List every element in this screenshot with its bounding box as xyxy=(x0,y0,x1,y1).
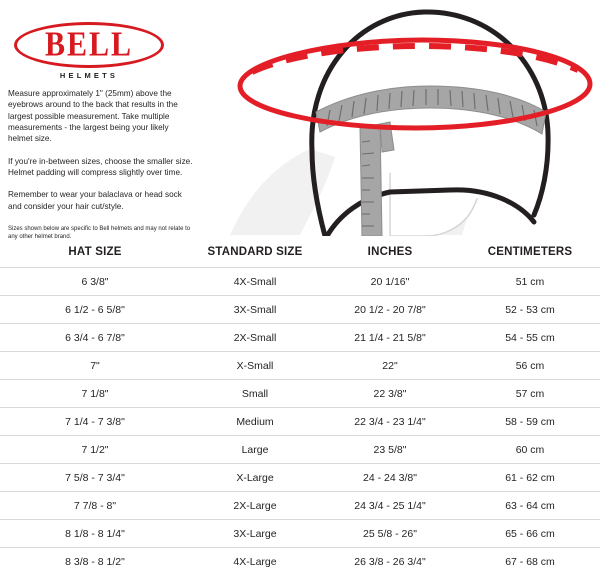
table-cell: 63 - 64 cm xyxy=(460,492,600,520)
table-row xyxy=(0,380,600,408)
table-cell: Small xyxy=(190,380,320,408)
table-cell: 6 3/4 - 6 7/8" xyxy=(0,324,190,352)
table-cell: 24 3/4 - 25 1/4" xyxy=(320,492,460,520)
table-row xyxy=(0,464,600,492)
table-header-row xyxy=(0,238,600,268)
table-cell: 67 - 68 cm xyxy=(460,548,600,576)
bell-logo-oval xyxy=(14,22,164,68)
table-row xyxy=(0,352,600,380)
size-table-body xyxy=(0,268,600,576)
table-cell: 7 7/8 - 8" xyxy=(0,492,190,520)
table-cell: 25 5/8 - 26" xyxy=(320,520,460,548)
table-cell: 2X-Small xyxy=(190,324,320,352)
table-cell: 60 cm xyxy=(460,436,600,464)
table-row xyxy=(0,492,600,520)
table-row xyxy=(0,324,600,352)
table-row xyxy=(0,296,600,324)
table-cell: 8 3/8 - 8 1/2" xyxy=(0,548,190,576)
table-cell: 54 - 55 cm xyxy=(460,324,600,352)
table-cell: 21 1/4 - 21 5/8" xyxy=(320,324,460,352)
table-row xyxy=(0,268,600,296)
table-cell: 7 5/8 - 7 3/4" xyxy=(0,464,190,492)
table-cell: 7" xyxy=(0,352,190,380)
table-cell: 61 - 62 cm xyxy=(460,464,600,492)
table-cell: 3X-Small xyxy=(190,296,320,324)
column-header-centimeters: CENTIMETERS xyxy=(460,238,600,268)
table-cell: 7 1/2" xyxy=(0,436,190,464)
table-cell: 7 1/4 - 7 3/8" xyxy=(0,408,190,436)
table-cell: 24 - 24 3/8" xyxy=(320,464,460,492)
table-cell: 56 cm xyxy=(460,352,600,380)
size-table xyxy=(0,238,600,575)
table-row xyxy=(0,408,600,436)
column-header-standard-size: STANDARD SIZE xyxy=(190,238,320,268)
table-cell: 58 - 59 cm xyxy=(460,408,600,436)
header-illustration-area xyxy=(0,0,600,240)
table-cell: Medium xyxy=(190,408,320,436)
measurement-instructions xyxy=(8,88,194,241)
table-cell: 22" xyxy=(320,352,460,380)
table-row xyxy=(0,436,600,464)
instruction-paragraph-1: Measure approximately 1" (25mm) above the eyebrows around to the back that results in the largest possible measurement. Take multiple measurements - the largest being your likely helmet size. xyxy=(8,89,178,144)
table-cell: 22 3/8" xyxy=(320,380,460,408)
table-cell: X-Large xyxy=(190,464,320,492)
table-cell: 52 - 53 cm xyxy=(460,296,600,324)
table-cell: 23 5/8" xyxy=(320,436,460,464)
table-cell: 8 1/8 - 8 1/4" xyxy=(0,520,190,548)
column-header-hat-size: HAT SIZE xyxy=(0,238,190,268)
table-cell: 51 cm xyxy=(460,268,600,296)
bell-logo-wordmark: BELL xyxy=(44,25,134,64)
bell-logo-subtitle: HELMETS xyxy=(59,71,119,80)
table-cell: 7 1/8" xyxy=(0,380,190,408)
table-cell: 3X-Large xyxy=(190,520,320,548)
table-cell: 4X-Large xyxy=(190,548,320,576)
table-cell: 20 1/16" xyxy=(320,268,460,296)
table-cell: 20 1/2 - 20 7/8" xyxy=(320,296,460,324)
table-cell: 57 cm xyxy=(460,380,600,408)
table-row xyxy=(0,520,600,548)
size-table-wrapper xyxy=(0,238,600,575)
table-cell: 6 1/2 - 6 5/8" xyxy=(0,296,190,324)
table-cell: 6 3/8" xyxy=(0,268,190,296)
table-cell: 2X-Large xyxy=(190,492,320,520)
instruction-fineprint: Sizes shown below are specific to Bell helmets and may not relate to any other helmet brand. xyxy=(8,225,191,240)
table-cell: 26 3/8 - 26 3/4" xyxy=(320,548,460,576)
instruction-paragraph-2: If you're in-between sizes, choose the smaller size. Helmet padding will compress slightly over time. xyxy=(8,156,193,177)
bell-logo xyxy=(14,22,174,80)
table-cell: 22 3/4 - 23 1/4" xyxy=(320,408,460,436)
table-cell: 65 - 66 cm xyxy=(460,520,600,548)
table-cell: X-Small xyxy=(190,352,320,380)
instruction-paragraph-3: Remember to wear your balaclava or head sock and consider your hair cut/style. xyxy=(8,190,182,211)
helmet-head-measurement-diagram xyxy=(190,0,600,236)
table-row xyxy=(0,548,600,576)
table-cell: 4X-Small xyxy=(190,268,320,296)
table-cell: Large xyxy=(190,436,320,464)
column-header-inches: INCHES xyxy=(320,238,460,268)
